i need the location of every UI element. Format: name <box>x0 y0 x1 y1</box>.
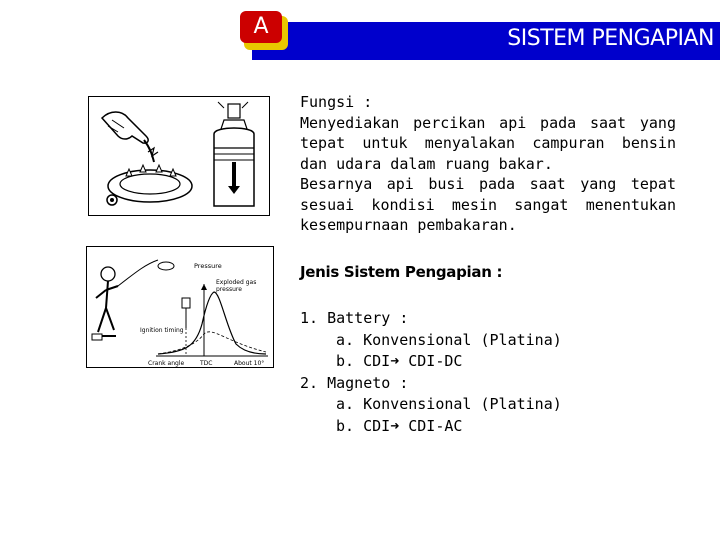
fungsi-paragraph-1: Menyediakan percikan api pada saat yang tepat untuk menyalakan campuran bensin dan udara dalam ruang bakar. <box>300 113 676 173</box>
about-label: About 10° <box>234 360 265 367</box>
list-item-battery-a: a. Konvensional (Platina) <box>336 330 562 349</box>
section-badge: A <box>240 11 282 43</box>
spark-test-illustration <box>88 96 270 216</box>
fungsi-label: Fungsi : <box>300 93 373 111</box>
list-item-magneto-b <box>300 416 562 438</box>
fungsi-section <box>300 92 676 236</box>
pressure-diagram <box>86 246 274 368</box>
jenis-heading: Jenis Sistem Pengapian : <box>300 263 503 281</box>
crank-label: Crank angle <box>148 360 185 367</box>
battery-b-prefix: b. CDI <box>336 352 391 370</box>
exploded-label-2: pressure <box>216 286 242 293</box>
list-item-magneto-a: a. Konvensional (Platina) <box>336 395 562 413</box>
pressure-label: Pressure <box>194 262 222 270</box>
battery-b-suffix: CDI-DC <box>399 352 463 370</box>
fungsi-paragraph-2: Besarnya api busi pada saat yang tepat sesuai kondisi mesin sangat menentukan kesempurnaan pembakaran. <box>300 175 676 234</box>
title-bar <box>252 22 720 60</box>
jenis-list <box>300 308 562 437</box>
list-item-battery: 1. Battery : <box>300 309 409 327</box>
exploded-label: Exploded gas <box>216 279 257 286</box>
slide-title: SISTEM PENGAPIAN <box>507 26 714 51</box>
list-item-battery-b <box>300 351 562 373</box>
ignition-label: Ignition timing <box>140 327 184 334</box>
magneto-b-prefix: b. CDI <box>336 416 391 435</box>
list-item-magneto: 2. Magneto : <box>300 373 409 392</box>
arrow-right-icon: ➜ <box>390 352 400 370</box>
tdc-label: TDC <box>200 360 213 367</box>
arrow-right-icon: ➜ <box>390 416 400 435</box>
magneto-b-suffix: CDI-AC <box>399 416 463 435</box>
